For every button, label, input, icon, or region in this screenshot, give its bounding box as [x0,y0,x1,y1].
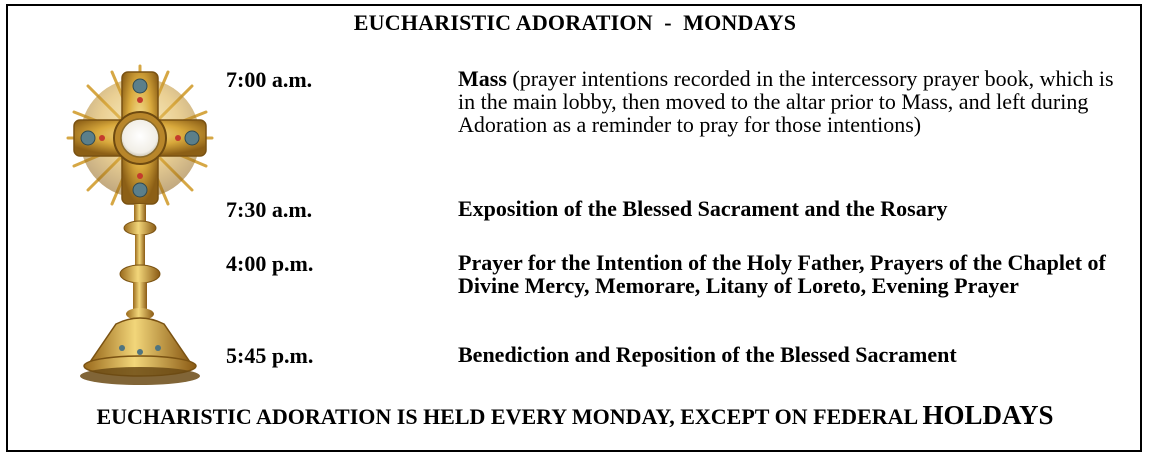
footer-emphasis: HOLDAYS [922,400,1054,430]
schedule-time: 4:00 p.m. [226,251,314,276]
schedule-time: 5:45 p.m. [226,343,314,368]
schedule-title: Mass [458,66,507,91]
schedule-title: Exposition of the Blessed Sacrament and the Rosary [458,196,948,221]
monstrance-icon [60,62,220,392]
footer-text: EUCHARISTIC ADORATION IS HELD EVERY MONDAY, EXCEPT ON FEDERAL [96,404,923,429]
schedule-time: 7:00 a.m. [226,67,313,92]
schedule-title: Benediction and Reposition of the Blessed Sacrament [458,342,957,367]
schedule-title: Prayer for the Intention of the Holy Father, Prayers of the Chaplet of Divine Mercy, Memorare, Litany of Loreto, Evening Prayer [458,250,1106,298]
schedule-detail: (prayer intentions recorded in the intercessory prayer book, which is in the main lobby, then moved to the altar prior to Mass, and left during Adoration as a reminder to pray for those intentions) [458,66,1114,137]
footer-note [0,400,1150,431]
schedule-description [458,67,1118,136]
notice-title: EUCHARISTIC ADORATION - MONDAYS [353,10,797,35]
schedule-time: 7:30 a.m. [226,197,313,222]
